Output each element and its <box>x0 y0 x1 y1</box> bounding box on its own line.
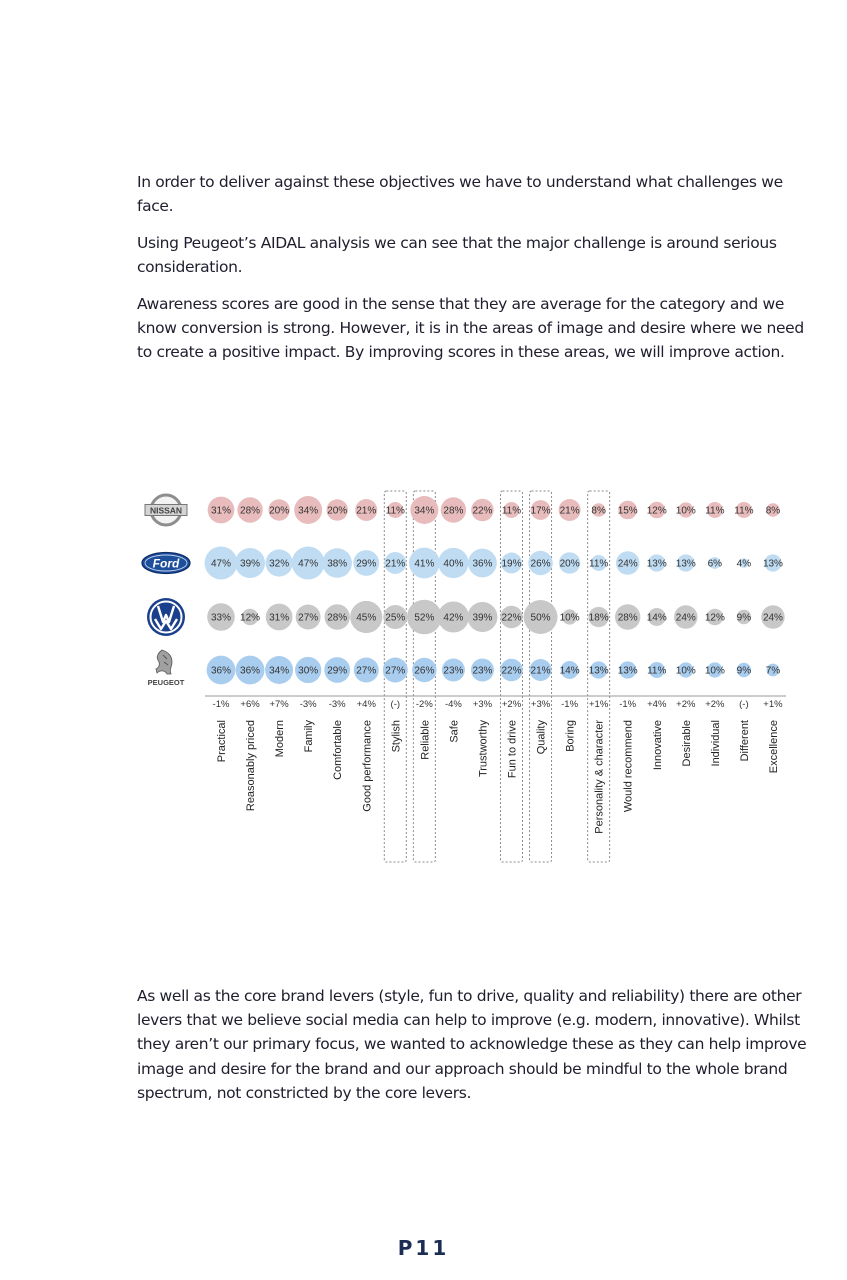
value-label-ford-good-performance: 29% <box>356 558 377 570</box>
difference-label-different: (-) <box>739 699 749 710</box>
value-label-ford-fun-to-drive: 19% <box>501 558 522 570</box>
value-label-volkswagen-excellence: 24% <box>762 612 783 624</box>
value-label-ford-boring: 20% <box>559 558 580 570</box>
category-label-personality-character: Personality & character <box>593 720 606 834</box>
intro-paragraph-3: Awareness scores are good in the sense that they are average for the category and we know conversion is strong. However, it is in the areas of image and desire where we need to create a positive impact. By improving scores in these areas, we will improve action. <box>137 295 804 362</box>
value-label-ford-would-recommend: 24% <box>617 558 638 570</box>
category-label-modern: Modern <box>274 720 287 758</box>
difference-label-good-performance: +4% <box>356 699 376 710</box>
value-label-ford-reasonably-priced: 39% <box>240 558 261 570</box>
difference-label-modern: +7% <box>269 699 289 710</box>
outro-paragraph: As well as the core brand levers (style, fun to drive, quality and reliability) there are other levers that we believe social media can help to improve (e.g. modern, innovative). Whilst they aren’t our primary focus, we wanted to acknowledge these as they can help improve image and desire for the brand and our approach should be mindful to the whole brand spectrum, not constricted by the core levers. <box>137 987 807 1102</box>
category-label-boring: Boring <box>564 720 577 752</box>
difference-label-practical: -1% <box>212 699 230 710</box>
difference-label-would-recommend: -1% <box>619 699 637 710</box>
value-label-volkswagen-practical: 33% <box>210 612 232 624</box>
category-label-good-performance: Good performance <box>361 720 374 812</box>
value-label-ford-individual: 6% <box>707 558 723 570</box>
value-label-peugeot-would-recommend: 13% <box>617 665 638 677</box>
value-label-peugeot-family: 30% <box>298 665 319 677</box>
category-label-individual: Individual <box>709 720 722 767</box>
value-label-ford-family: 47% <box>298 558 319 570</box>
value-label-nissan-quality: 17% <box>530 505 551 517</box>
value-label-nissan-desirable: 10% <box>675 505 696 517</box>
value-label-peugeot-excellence: 7% <box>765 665 781 677</box>
difference-label-innovative: +4% <box>647 699 667 710</box>
value-label-volkswagen-would-recommend: 28% <box>617 612 638 624</box>
category-label-innovative: Innovative <box>651 720 664 771</box>
value-label-peugeot-individual: 10% <box>704 665 725 677</box>
value-label-peugeot-comfortable: 29% <box>327 665 348 677</box>
nissan-logo-text: NISSAN <box>149 505 183 516</box>
value-label-peugeot-safe: 23% <box>443 665 464 677</box>
value-label-nissan-boring: 21% <box>559 505 580 517</box>
category-label-family: Family <box>303 720 316 753</box>
value-label-ford-comfortable: 38% <box>327 558 348 570</box>
value-label-volkswagen-reasonably-priced: 12% <box>240 612 261 624</box>
value-label-volkswagen-boring: 10% <box>559 612 580 624</box>
value-label-peugeot-boring: 14% <box>559 665 580 677</box>
value-label-nissan-personality-character: 8% <box>591 505 606 517</box>
category-label-excellence: Excellence <box>767 720 780 774</box>
value-label-peugeot-trustworthy: 23% <box>472 665 493 677</box>
value-label-volkswagen-trustworthy: 39% <box>472 612 493 624</box>
value-label-volkswagen-different: 9% <box>736 612 752 624</box>
peugeot-logo-icon <box>148 650 185 687</box>
category-label-practical: Practical <box>216 720 228 763</box>
category-label-different: Different <box>738 720 751 762</box>
intro-paragraph-2: Using Peugeot’s AIDAL analysis we can see that the major challenge is around serious consideration. <box>137 234 777 277</box>
value-label-nissan-practical: 31% <box>210 505 232 517</box>
value-label-peugeot-quality: 21% <box>530 665 551 677</box>
value-label-peugeot-good-performance: 27% <box>356 665 377 677</box>
difference-label-comfortable: -3% <box>328 699 346 710</box>
value-label-volkswagen-stylish: 25% <box>385 612 406 624</box>
category-label-reliable: Reliable <box>419 720 432 760</box>
value-label-volkswagen-individual: 12% <box>704 612 725 624</box>
value-label-volkswagen-family: 27% <box>298 612 319 624</box>
value-label-ford-modern: 32% <box>269 558 290 570</box>
value-label-ford-stylish: 21% <box>385 558 406 570</box>
value-label-volkswagen-safe: 42% <box>443 612 464 624</box>
difference-label-boring: -1% <box>561 699 579 710</box>
difference-label-reliable: -2% <box>415 699 433 710</box>
brand-logos <box>142 495 190 687</box>
category-label-quality: Quality <box>535 720 548 755</box>
value-label-ford-trustworthy: 36% <box>472 558 493 570</box>
value-label-ford-reliable: 41% <box>414 558 435 570</box>
difference-label-desirable: +2% <box>676 699 696 710</box>
value-label-volkswagen-quality: 50% <box>530 612 551 624</box>
category-label-trustworthy: Trustworthy <box>477 720 490 778</box>
value-label-volkswagen-innovative: 14% <box>646 612 667 624</box>
bubble-layer <box>205 496 785 684</box>
value-label-volkswagen-personality-character: 18% <box>588 612 609 624</box>
category-label-fun-to-drive: Fun to drive <box>506 720 519 779</box>
value-label-nissan-individual: 11% <box>705 505 725 517</box>
value-label-peugeot-fun-to-drive: 22% <box>501 665 522 677</box>
value-label-nissan-modern: 20% <box>269 505 290 517</box>
ford-logo-text: Ford <box>152 556 180 571</box>
difference-label-quality: +3% <box>530 699 551 710</box>
difference-label-family: -3% <box>299 699 317 710</box>
category-label-reasonably-priced: Reasonably priced <box>245 720 258 812</box>
value-label-nissan-trustworthy: 22% <box>472 505 493 517</box>
nissan-logo-icon <box>145 495 187 525</box>
value-label-nissan-safe: 28% <box>443 505 464 517</box>
category-label-desirable: Desirable <box>680 720 693 767</box>
value-label-nissan-stylish: 11% <box>385 505 405 517</box>
value-label-nissan-would-recommend: 15% <box>617 505 638 517</box>
value-label-volkswagen-desirable: 24% <box>675 612 696 624</box>
difference-label-stylish: (-) <box>390 699 401 710</box>
page-number: P11 <box>397 1236 450 1260</box>
difference-label-personality-character: +1% <box>589 699 609 710</box>
volkswagen-logo-icon <box>147 598 185 636</box>
value-label-nissan-comfortable: 20% <box>327 505 348 517</box>
value-label-nissan-reasonably-priced: 28% <box>240 505 261 517</box>
difference-label-reasonably-priced: +6% <box>240 699 260 710</box>
value-label-peugeot-reliable: 26% <box>414 665 435 677</box>
category-label-safe: Safe <box>448 720 461 743</box>
value-label-peugeot-innovative: 11% <box>647 665 667 677</box>
difference-label-individual: +2% <box>705 699 725 710</box>
peugeot-logo-text: PEUGEOT <box>147 678 185 687</box>
value-label-volkswagen-comfortable: 28% <box>327 612 348 624</box>
ford-logo-icon <box>142 553 190 574</box>
value-label-peugeot-personality-character: 13% <box>588 665 609 677</box>
value-label-nissan-good-performance: 21% <box>356 505 377 517</box>
value-label-ford-different: 4% <box>736 558 752 570</box>
difference-label-safe: -4% <box>444 699 462 710</box>
value-label-peugeot-desirable: 10% <box>675 665 696 677</box>
value-label-nissan-innovative: 12% <box>646 505 667 517</box>
value-label-ford-quality: 26% <box>530 558 551 570</box>
value-label-ford-excellence: 13% <box>762 558 783 570</box>
value-label-volkswagen-fun-to-drive: 22% <box>501 612 522 624</box>
value-label-peugeot-practical: 36% <box>210 665 232 677</box>
intro-paragraph-1: In order to deliver against these objectives we have to understand what challenges we face. <box>137 173 783 216</box>
difference-label-fun-to-drive: +2% <box>501 699 522 710</box>
category-label-comfortable: Comfortable <box>332 720 345 780</box>
difference-label-excellence: +1% <box>763 699 783 710</box>
value-label-peugeot-different: 9% <box>736 665 752 677</box>
difference-label-trustworthy: +3% <box>472 699 493 710</box>
value-label-nissan-excellence: 8% <box>765 505 781 517</box>
value-label-volkswagen-reliable: 52% <box>414 612 435 624</box>
value-label-ford-personality-character: 11% <box>589 558 609 570</box>
brand-attribute-bubble-chart <box>0 480 847 870</box>
value-label-ford-desirable: 13% <box>675 558 696 570</box>
value-label-ford-innovative: 13% <box>646 558 667 570</box>
value-label-volkswagen-modern: 31% <box>269 612 290 624</box>
value-label-nissan-different: 11% <box>734 505 754 517</box>
category-label-would-recommend: Would recommend <box>622 720 635 813</box>
value-label-nissan-reliable: 34% <box>414 505 435 517</box>
value-label-nissan-fun-to-drive: 11% <box>501 505 522 517</box>
value-label-peugeot-reasonably-priced: 36% <box>240 665 261 677</box>
value-label-ford-practical: 47% <box>210 558 232 570</box>
category-label-stylish: Stylish <box>390 720 403 753</box>
value-label-peugeot-modern: 34% <box>269 665 290 677</box>
value-label-volkswagen-good-performance: 45% <box>356 612 377 624</box>
value-label-peugeot-stylish: 27% <box>385 665 406 677</box>
value-label-ford-safe: 40% <box>443 558 464 570</box>
value-label-nissan-family: 34% <box>298 505 319 517</box>
